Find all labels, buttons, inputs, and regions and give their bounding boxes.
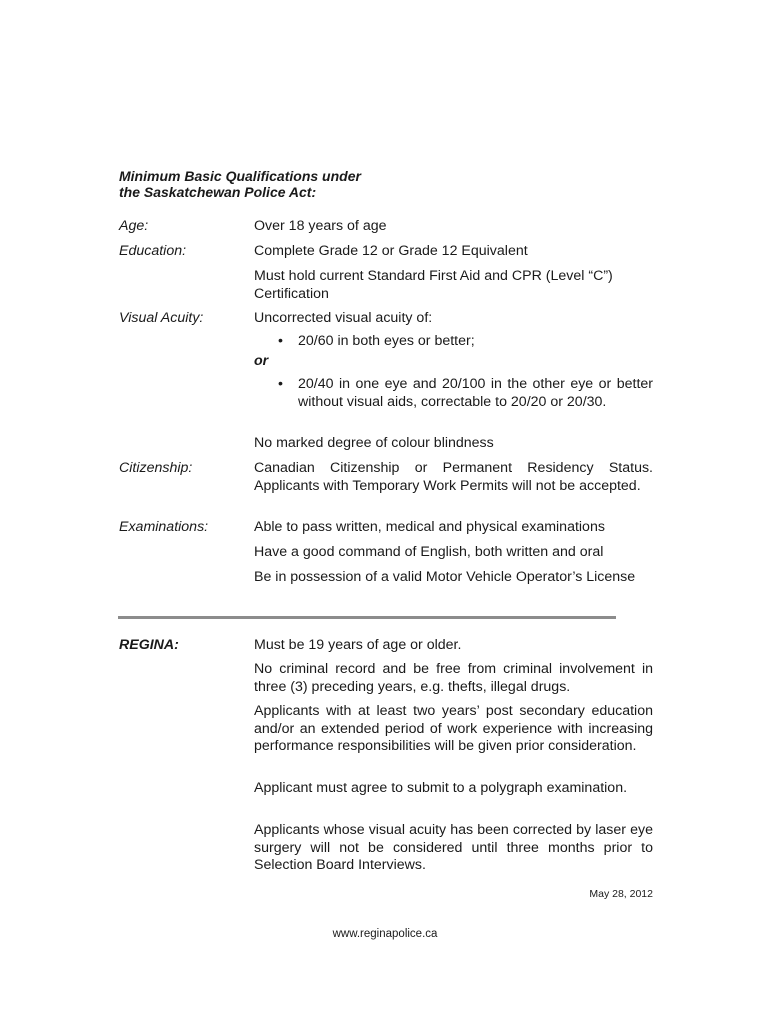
age-label: Age: (119, 218, 149, 234)
document-title (119, 168, 539, 200)
examinations-label: Examinations: (119, 519, 209, 535)
bullet-text: 20/40 in one eye and 20/100 in the other eye or better without visual aids, correctable to 20/20 or 20/30. (298, 376, 653, 410)
regina-item-4: Applicant must agree to submit to a polygraph examination. (254, 780, 628, 796)
citizenship-value: Canadian Citizenship or Permanent Residency Status. Applicants with Temporary Work Permits will not be accepted. (254, 460, 653, 494)
education-label: Education: (119, 243, 187, 259)
regina-item-5: Applicants whose visual acuity has been corrected by laser eye surgery will not be considered until three months prior to Selection Board Interviews. (254, 822, 653, 873)
regina-item-2: No criminal record and be free from criminal involvement in three (3) preceding years, e.g. thefts, illegal drugs. (254, 661, 653, 695)
regina-label: REGINA: (119, 637, 179, 653)
visual-acuity-bullet-2 (278, 376, 653, 430)
education-value-2: Must hold current Standard First Aid and CPR (Level “C”) Certification (254, 268, 613, 302)
title-line-1: Minimum Basic Qualifications under (119, 168, 361, 184)
regina-item-1: Must be 19 years of age or older. (254, 637, 462, 653)
examinations-value-1: Able to pass written, medical and physical examinations (254, 519, 605, 535)
visual-acuity-label: Visual Acuity: (119, 310, 204, 326)
footer-url: www.reginapolice.ca (332, 928, 438, 940)
document-date: May 28, 2012 (589, 888, 653, 900)
regina-item-3: Applicants with at least two years’ post secondary education and/or an extended period of work experience with increasing performance responsibilities will be given prior consideration. (254, 703, 653, 754)
title-line-2: the Saskatchewan Police Act: (119, 184, 317, 200)
bullet-icon: • (278, 333, 283, 349)
bullet-icon: • (278, 376, 283, 392)
education-value-1: Complete Grade 12 or Grade 12 Equivalent (254, 243, 528, 259)
examinations-value-3: Be in possession of a valid Motor Vehicle Operator’s License (254, 569, 636, 585)
age-value: Over 18 years of age (254, 218, 387, 234)
visual-acuity-intro: Uncorrected visual acuity of: (254, 310, 433, 326)
examinations-value-2: Have a good command of English, both written and oral (254, 544, 604, 560)
or-separator: or (254, 353, 269, 369)
colour-blindness-note: No marked degree of colour blindness (254, 435, 494, 451)
bullet-text: 20/60 in both eyes or better; (298, 333, 475, 349)
visual-acuity-bullet-1 (278, 333, 653, 351)
section-divider (118, 616, 616, 619)
citizenship-label: Citizenship: (119, 460, 193, 476)
